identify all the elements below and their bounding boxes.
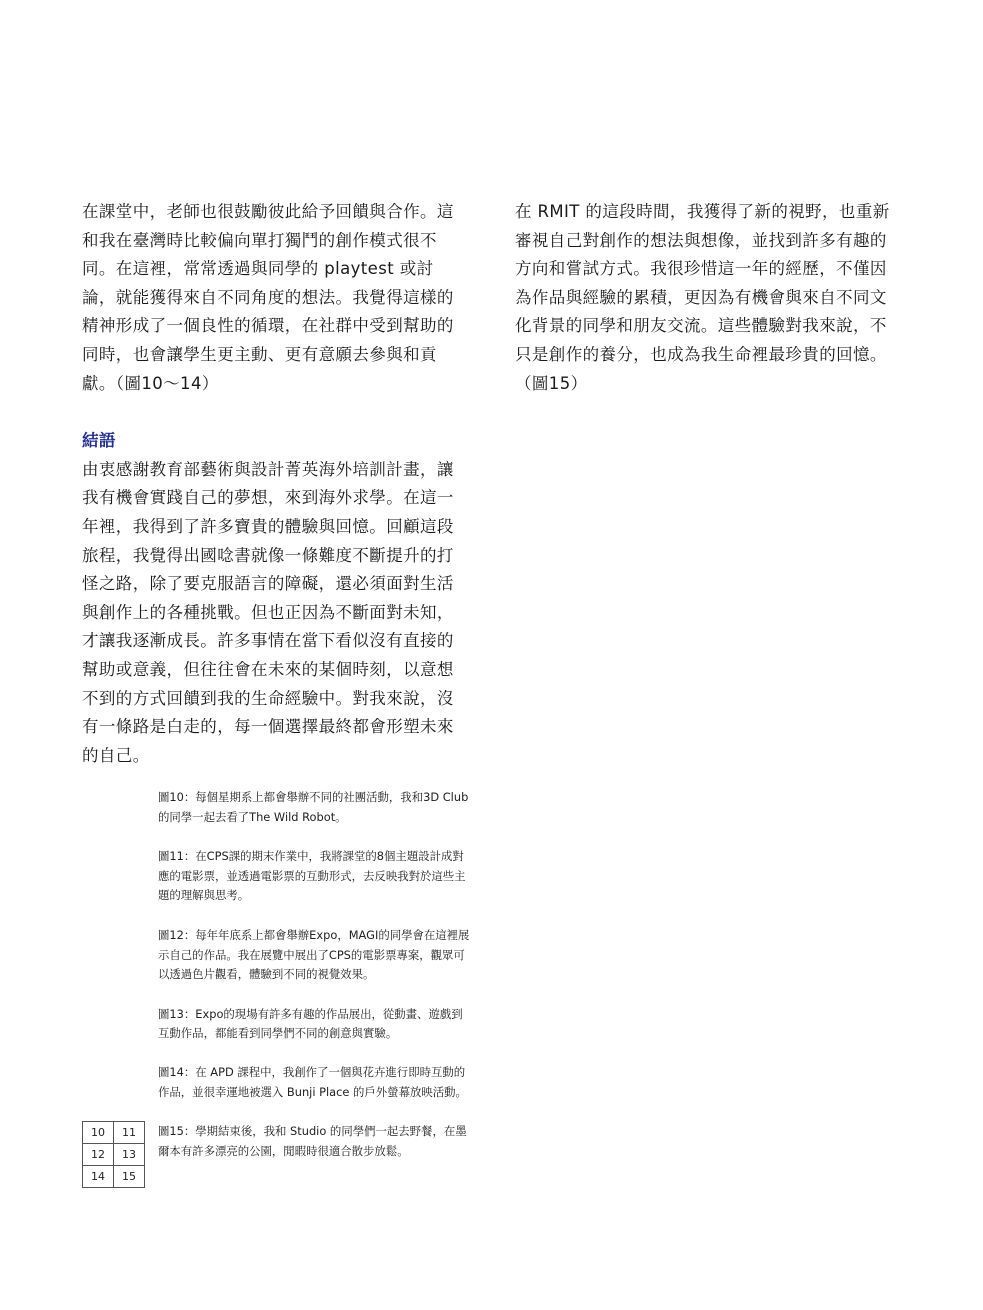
figure-captions (158, 788, 470, 1181)
grid-cell: 10 (83, 1122, 114, 1144)
grid-row (83, 1166, 145, 1188)
figure-number-grid (82, 1121, 145, 1188)
caption-fig12: 圖12：每年年底系上都會舉辦Expo，MAGI的同學會在這裡展示自己的作品。我在展覽中展出了CPS的電影票專案，觀眾可以透過色片觀看，體驗到不同的視覺效果。 (158, 927, 470, 982)
grid-cell: 14 (83, 1166, 114, 1188)
body-paragraph-3: 在 RMIT 的這段時間，我獲得了新的視野，也重新審視自己對創作的想法與想像，並找到許多有趣的方向和嘗試方式。我很珍惜這一年的經歷，不僅因為作品與經驗的累積，更因為有機會與來自不同文化背景的同學和朋友交流。這些體驗對我來說，不只是創作的養分，也成為我生命裡最珍貴的回憶。（圖15） (515, 202, 890, 393)
grid-cell: 15 (114, 1166, 145, 1188)
grid-cell: 11 (114, 1122, 145, 1144)
right-column (515, 198, 900, 398)
grid-cell: 13 (114, 1144, 145, 1166)
caption-fig14: 圖14：在 APD 課程中，我創作了一個與花卉進行即時互動的作品，並很幸運地被選入 Bunji Place 的戶外螢幕放映活動。 (158, 1064, 467, 1099)
caption-fig13: 圖13：Expo的現場有許多有趣的作品展出，從動畫、遊戲到互動作品，都能看到同學們不同的創意與實驗。 (158, 1006, 463, 1041)
section-heading-conclusion: 結語 (82, 431, 116, 451)
caption-fig15: 圖15：學期結束後，我和 Studio 的同學們一起去野餐，在墨爾本有許多漂亮的公園，閒暇時很適合散步放鬆。 (158, 1124, 467, 1158)
grid-row (83, 1144, 145, 1166)
body-paragraph-1: 在課堂中，老師也很鼓勵彼此給予回饋與合作。這和我在臺灣時比較偏向單打獨鬥的創作模式很不同。在這裡，常常透過與同學的 playtest 或討論，就能獲得來自不同角度的想法。我覺得這樣的精神形成了一個良性的循環，在社群中受到幫助的同時，也會讓學生更主動、更有意願去參與和貢獻。（圖10～14） (82, 202, 454, 393)
grid-cell: 12 (83, 1144, 114, 1166)
body-paragraph-2: 由衷感謝教育部藝術與設計菁英海外培訓計畫，讓我有機會實踐自己的夢想，來到海外求學。在這一年裡，我得到了許多寶貴的體驗與回憶。回顧這段旅程，我覺得出國唸書就像一條難度不斷提升的打怪之路，除了要克服語言的障礙，還必須面對生活與創作上的各種挑戰。但也正因為不斷面對未知，才讓我逐漸成長。許多事情在當下看似沒有直接的幫助或意義，但往往會在未來的某個時刻，以意想不到的方式回饋到我的生命經驗中。對我來說，沒有一條路是白走的，每一個選擇最終都會形塑未來的自己。 (82, 459, 454, 765)
left-column (82, 198, 467, 770)
caption-fig10: 圖10：每個星期系上都會舉辦不同的社團活動，我和3D Club的同學一起去看了The Wild Robot。 (158, 790, 469, 824)
caption-fig11: 圖11：在CPS課的期末作業中，我將課堂的8個主題設計成對應的電影票，並透過電影票的互動形式，去反映我對於這些主題的理解與思考。 (158, 849, 466, 903)
grid-row (83, 1122, 145, 1144)
